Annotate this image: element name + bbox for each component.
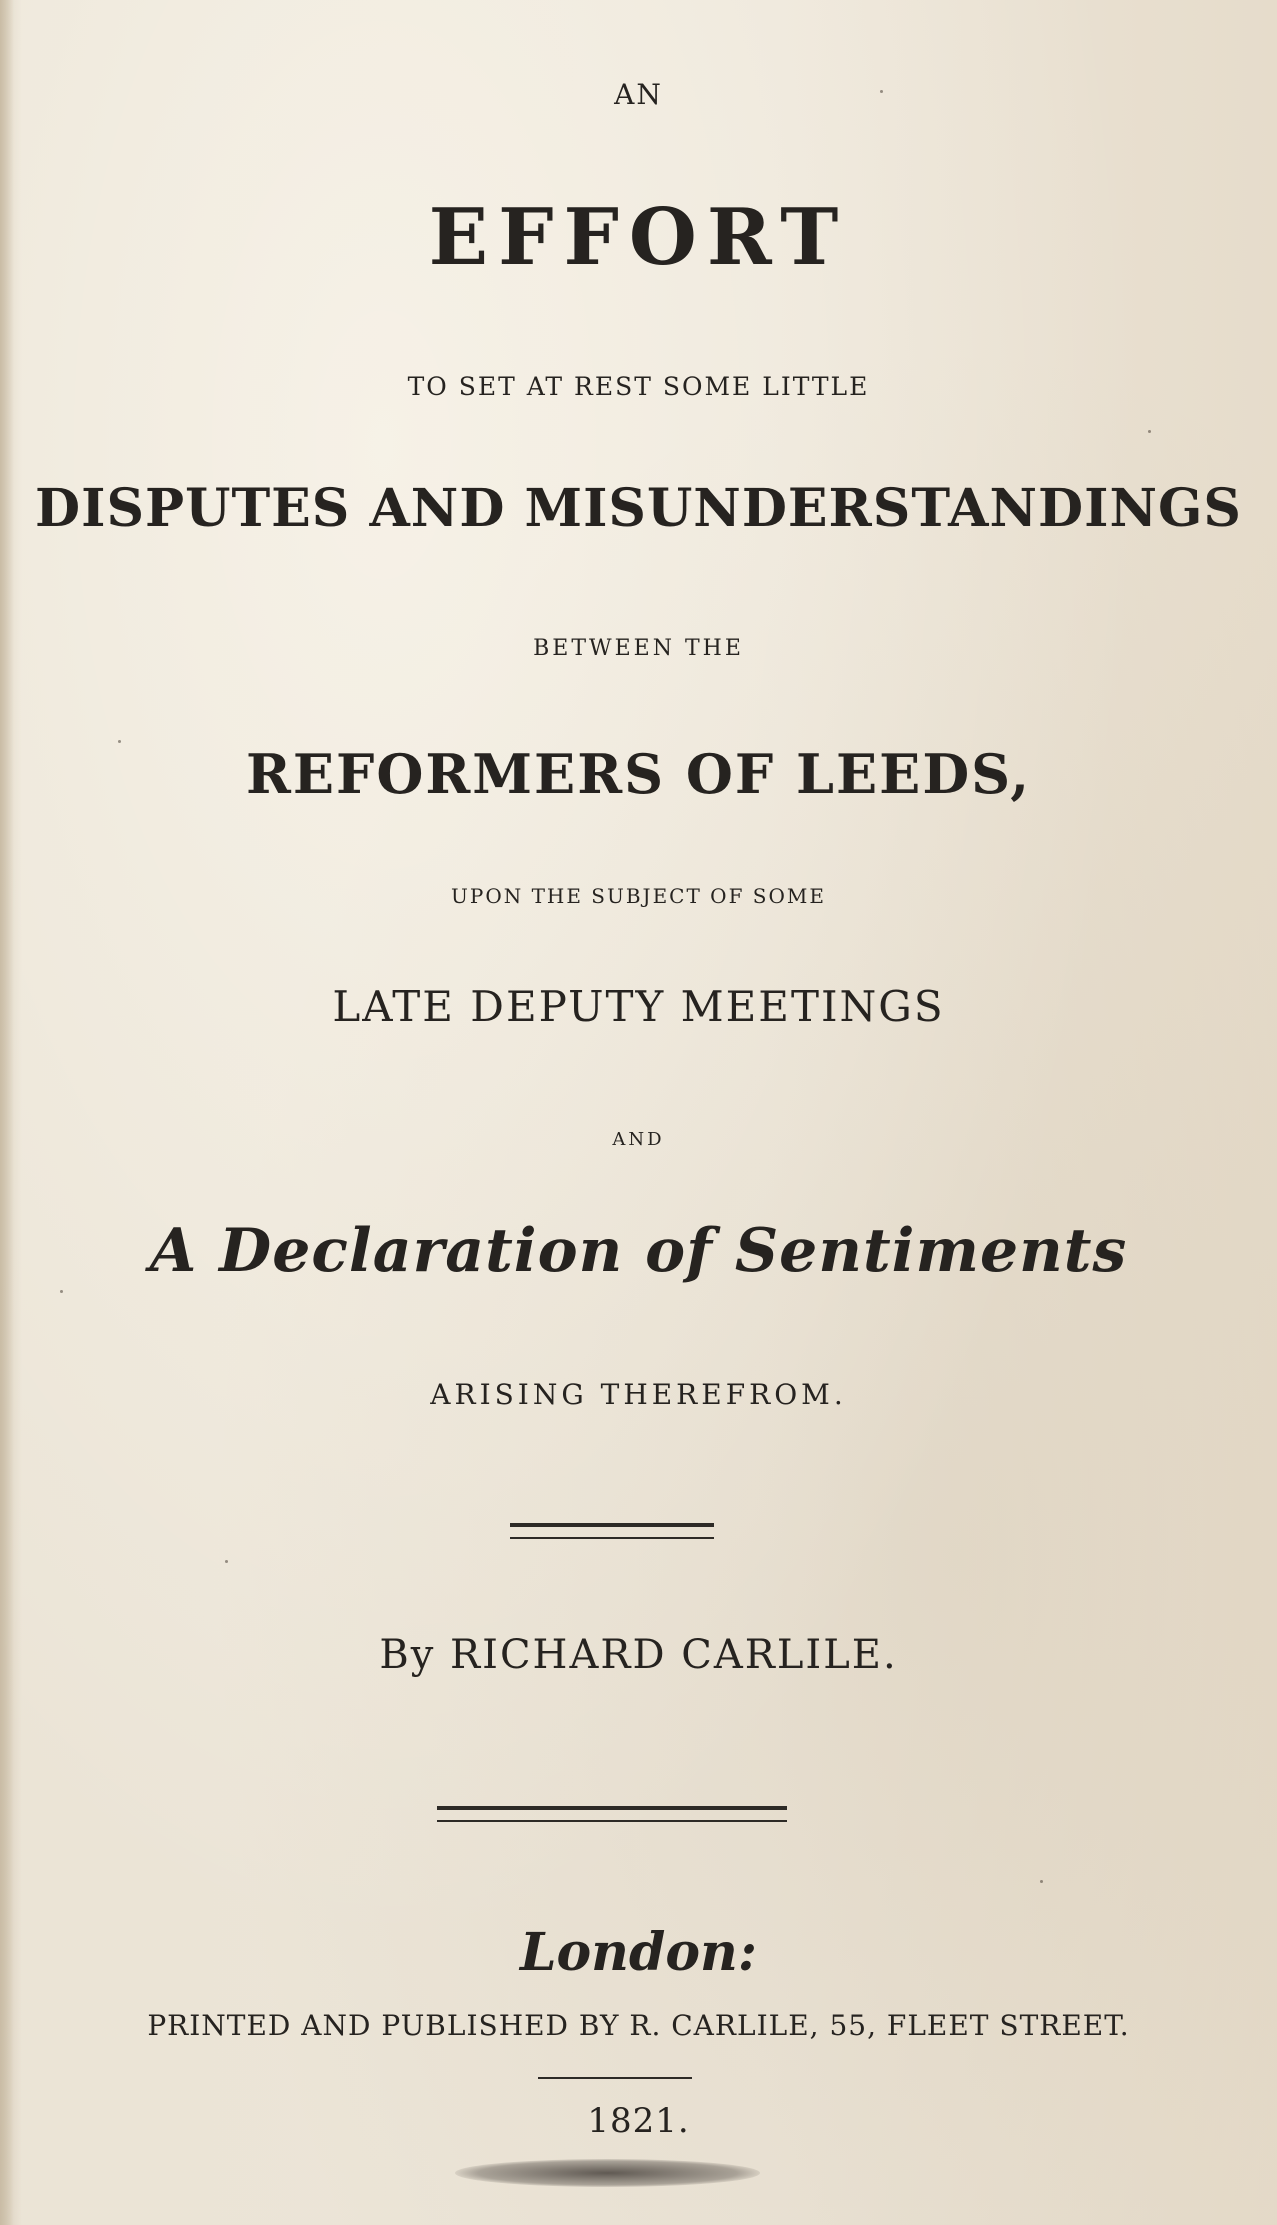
title-late-deputy: LATE DEPUTY MEETINGS — [332, 982, 945, 1031]
subtitle-to-set: TO SET AT REST SOME LITTLE — [407, 372, 870, 401]
title-declaration: A Declaration of Sentiments — [149, 1216, 1128, 1286]
paper-speck — [880, 90, 883, 93]
author-line — [0, 1632, 1277, 1678]
author-name: RICHARD CARLILE. — [450, 1632, 898, 1678]
title-effort: EFFORT — [428, 192, 849, 283]
subtitle-arising: ARISING THEREFROM. — [430, 1378, 847, 1411]
thin-rule-divider — [538, 2077, 692, 2079]
paper-speck — [118, 740, 121, 743]
paper-speck — [1040, 1880, 1043, 1883]
imprint-publisher: PRINTED AND PUBLISHED BY R. CARLILE, 55, FLEET STREET. — [147, 2009, 1130, 2042]
title-an: AN — [614, 78, 663, 111]
title-reformers: REFORMERS OF LEEDS, — [245, 742, 1032, 806]
title-disputes: DISPUTES AND MISUNDERSTANDINGS — [35, 478, 1242, 539]
double-rule-divider — [510, 1523, 714, 1539]
ink-smudge — [455, 2159, 760, 2187]
author-by: By — [379, 1632, 436, 1678]
double-rule-divider-lower — [437, 1806, 787, 1822]
subtitle-and: AND — [612, 1129, 665, 1150]
paper-speck — [60, 1290, 63, 1293]
paper-speck — [1148, 430, 1151, 433]
subtitle-upon: UPON THE SUBJECT OF SOME — [451, 884, 826, 908]
imprint-place: London: — [519, 1922, 758, 1983]
paper-speck — [225, 1560, 228, 1563]
subtitle-between: BETWEEN THE — [533, 636, 744, 661]
imprint-year: 1821. — [587, 2101, 690, 2141]
